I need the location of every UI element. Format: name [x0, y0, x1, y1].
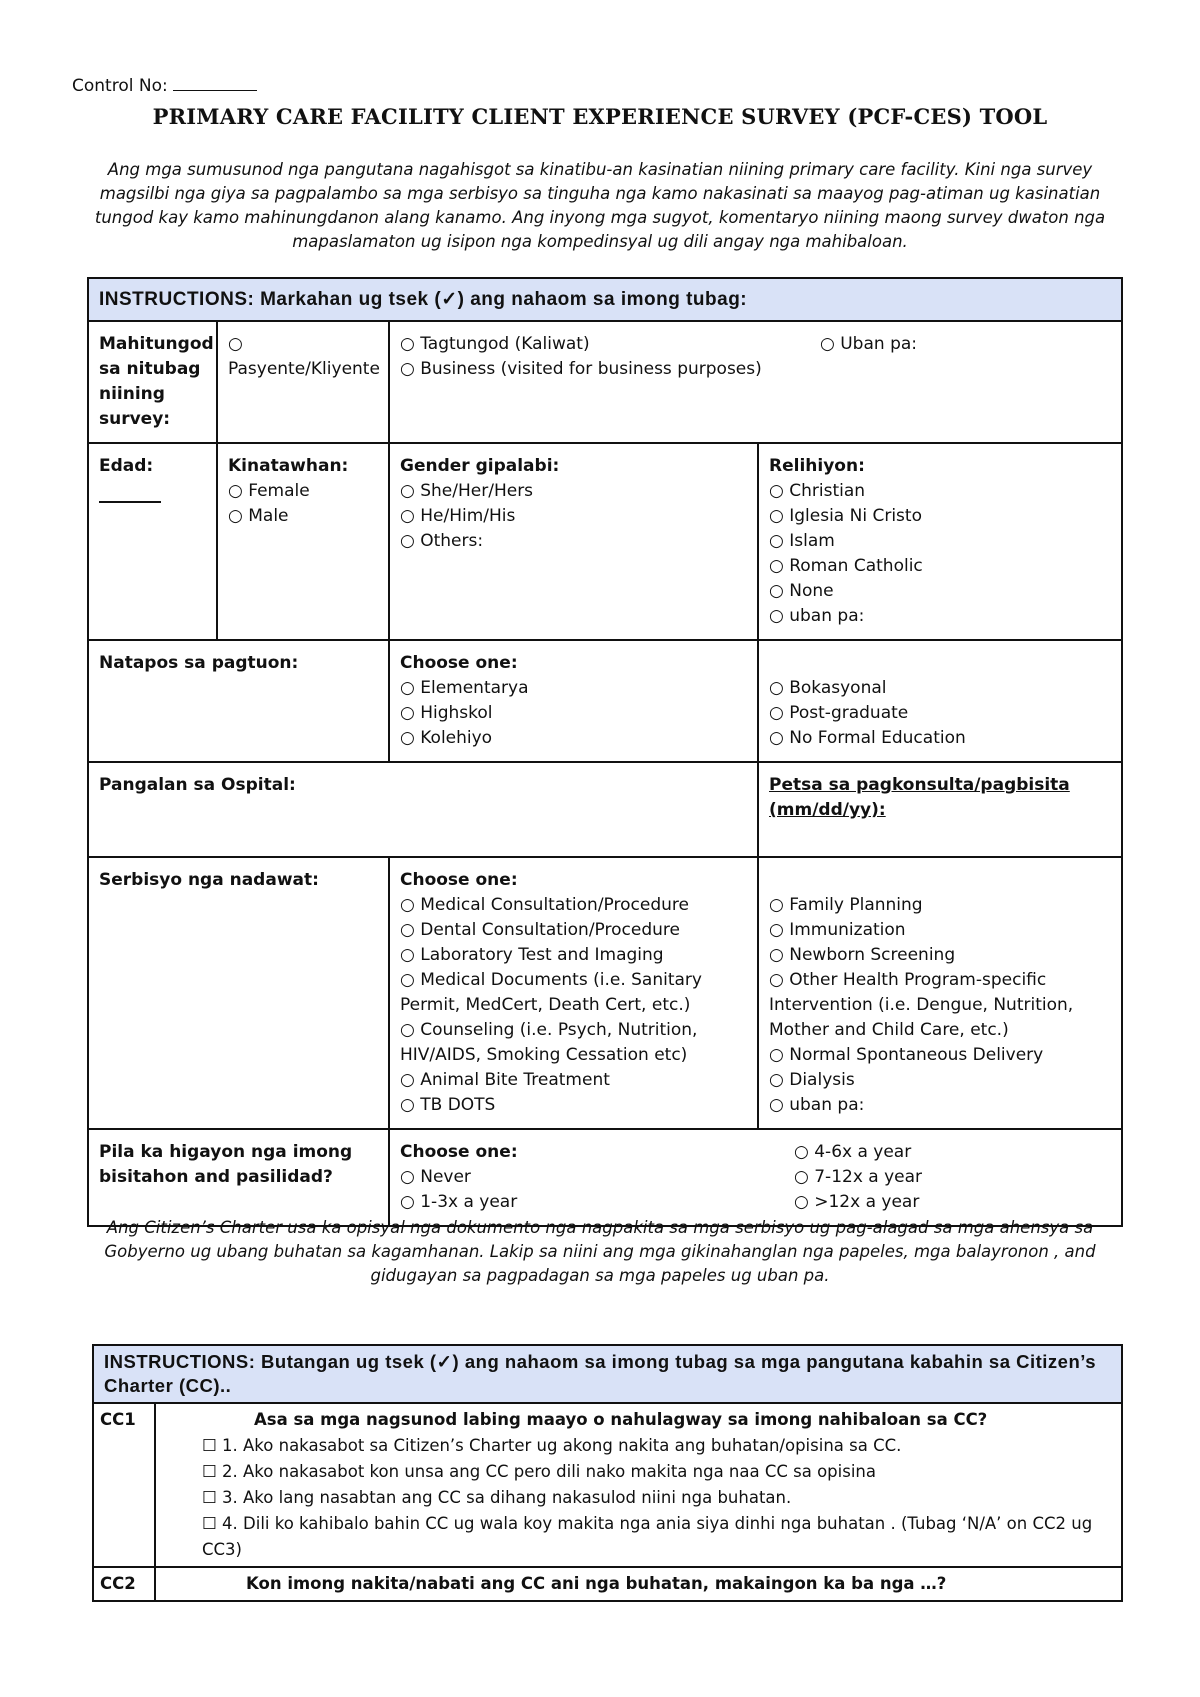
- visits-option[interactable]: ○ Never: [400, 1167, 471, 1187]
- education-choose: Choose one:: [400, 653, 518, 673]
- relihiyon-option[interactable]: ○ Iglesia Ni Cristo: [769, 506, 922, 526]
- cc1-option[interactable]: ☐ 1. Ako nakasabot sa Citizen’s Charter ug akong nakita ang buhatan/opisina sa CC.: [202, 1436, 902, 1455]
- education-label: Natapos sa pagtuon:: [88, 640, 389, 762]
- hospital-name-label[interactable]: Pangalan sa Ospital:: [88, 762, 758, 857]
- service-option[interactable]: ○ Family Planning: [769, 895, 923, 915]
- relihiyon-option[interactable]: ○ None: [769, 581, 834, 601]
- visits-option[interactable]: ○ 7-12x a year: [794, 1167, 923, 1187]
- education-col1: [389, 640, 758, 762]
- visits-label: Pila ka higayon nga imong bisitahon and pasilidad?: [88, 1129, 389, 1226]
- service-option[interactable]: ○ Counseling (i.e. Psych, Nutrition, HIV/AIDS, Smoking Cessation etc): [400, 1020, 698, 1065]
- control-number: [72, 76, 257, 96]
- education-option[interactable]: ○ Bokasyonal: [769, 678, 887, 698]
- education-option[interactable]: ○ Post-graduate: [769, 703, 909, 723]
- respondent-patient-option[interactable]: ○ Pasyente/Kliyente: [217, 321, 389, 443]
- cc1-code: CC1: [93, 1403, 155, 1567]
- services-label: Serbisyo nga nadawat:: [88, 857, 389, 1129]
- visit-date-cell[interactable]: [758, 762, 1122, 857]
- cc1-cell: [155, 1403, 1122, 1567]
- service-option[interactable]: ○ uban pa:: [769, 1095, 865, 1115]
- cc1-option[interactable]: ☐ 4. Dili ko kahibalo bahin CC ug wala koy makita nga ania siya dinhi nga buhatan . (Tubag ‘N/A’ on CC2 ug CC3): [202, 1514, 1093, 1559]
- service-option[interactable]: ○ Immunization: [769, 920, 906, 940]
- visits-options: [389, 1129, 1122, 1226]
- intro-paragraph: Ang mga sumusunod nga pangutana nagahisgot sa kinatibu-an kasinatian niining primary care facility. Kini nga survey magsilbi nga giya sa pagpalambo sa mga serbisyo sa tinguha nga kamo nakasinati sa maayog pag-atiman ug kasinatian tungod kay kamo mahinungdanon alang kanamo. Ang inyong mga sugyot, komentaryo niining maong survey dwaton nga mapaslamaton ug isipon nga kompedinsyal ug dili angay nga mahibaloan.: [94, 160, 1106, 251]
- citizen-charter-table: [92, 1344, 1123, 1602]
- service-option[interactable]: ○ Dialysis: [769, 1070, 855, 1090]
- visits-option[interactable]: ○ 1-3x a year: [400, 1192, 518, 1212]
- respondent-options: [389, 321, 1122, 443]
- relihiyon-label: Relihiyon:: [769, 456, 865, 476]
- education-option[interactable]: ○ Elementarya: [400, 678, 529, 698]
- visits-option[interactable]: ○ 4-6x a year: [794, 1142, 912, 1162]
- edad-field[interactable]: [99, 489, 161, 503]
- kinatawhan-option[interactable]: ○ Male: [228, 506, 289, 526]
- charter-intro-paragraph: Ang Citizen’s Charter usa ka opisyal nga dokumento nga nagpakita sa mga serbisyo ug pag-alagad sa mga ahensya sa Gobyerno ug ubang buhatan sa kagamhanan. Lakip sa niini ang mga gikinahanglan nga papeles, mga balayronon , and gidugayan sa pagpadagan sa mga papeles ug uban pa.: [104, 1218, 1096, 1285]
- kinatawhan-cell: [217, 443, 389, 640]
- edad-label: Edad:: [99, 456, 154, 476]
- control-number-field[interactable]: [173, 76, 257, 91]
- gender-option[interactable]: ○ Others:: [400, 531, 484, 551]
- cc1-option[interactable]: ☐ 2. Ako nakasabot kon unsa ang CC pero dili nako makita nga naa CC sa opisina: [202, 1462, 876, 1481]
- service-option[interactable]: ○ Newborn Screening: [769, 945, 956, 965]
- respondent-other-option[interactable]: ○ Uban pa:: [820, 334, 918, 354]
- service-option[interactable]: ○ Normal Spontaneous Delivery: [769, 1045, 1044, 1065]
- education-option[interactable]: ○ Kolehiyo: [400, 728, 493, 748]
- service-option[interactable]: ○ Laboratory Test and Imaging: [400, 945, 664, 965]
- cc1-question: Asa sa mga nagsunod labing maayo o nahulagway sa imong nahibaloan sa CC?: [254, 1410, 988, 1429]
- visit-date-label: Petsa sa pagkonsulta/pagbisita (mm/dd/yy):: [769, 775, 1070, 820]
- cc2-question: Kon imong nakita/nabati ang CC ani nga buhatan, makaingon ka ba nga …?: [246, 1574, 947, 1593]
- survey-table: [87, 277, 1123, 1227]
- cc2-code: CC2: [93, 1567, 155, 1601]
- gender-option[interactable]: ○ He/Him/His: [400, 506, 516, 526]
- service-option[interactable]: ○ Medical Consultation/Procedure: [400, 895, 689, 915]
- service-option[interactable]: ○ Medical Documents (i.e. Sanitary Permit, MedCert, Death Cert, etc.): [400, 970, 702, 1015]
- relihiyon-option[interactable]: ○ Islam: [769, 531, 835, 551]
- cc-instructions-header: INSTRUCTIONS: Butangan ug tsek (✓) ang nahaom sa imong tubag sa mga pangutana kabahin sa Citizen’s Charter (CC)..: [93, 1345, 1122, 1403]
- services-col2: [758, 857, 1122, 1129]
- relihiyon-option[interactable]: ○ Christian: [769, 481, 866, 501]
- services-col1: [389, 857, 758, 1129]
- service-option[interactable]: ○ TB DOTS: [400, 1095, 496, 1115]
- service-option[interactable]: ○ Dental Consultation/Procedure: [400, 920, 680, 940]
- respondent-guardian-option[interactable]: ○ Tagtungod (Kaliwat): [400, 334, 590, 354]
- gender-option[interactable]: ○ She/Her/Hers: [400, 481, 534, 501]
- cc2-cell: [155, 1567, 1122, 1601]
- gender-label: Gender gipalabi:: [400, 456, 560, 476]
- education-col2: [758, 640, 1122, 762]
- edad-cell: [88, 443, 217, 640]
- control-number-label: Control No:: [72, 76, 168, 96]
- respondent-label: Mahitungod sa nitubag niining survey:: [88, 321, 217, 443]
- kinatawhan-label: Kinatawhan:: [228, 456, 349, 476]
- relihiyon-cell: [758, 443, 1122, 640]
- services-choose: Choose one:: [400, 870, 518, 890]
- relihiyon-option[interactable]: ○ uban pa:: [769, 606, 865, 626]
- service-option[interactable]: ○ Other Health Program-specific Intervention (i.e. Dengue, Nutrition, Mother and Child Care, etc.): [769, 970, 1074, 1040]
- page-title: PRIMARY CARE FACILITY CLIENT EXPERIENCE SURVEY (PCF-CES) TOOL: [152, 104, 1048, 129]
- relihiyon-option[interactable]: ○ Roman Catholic: [769, 556, 923, 576]
- visits-choose: Choose one:: [400, 1142, 518, 1162]
- kinatawhan-option[interactable]: ○ Female: [228, 481, 310, 501]
- visits-option[interactable]: ○ >12x a year: [794, 1192, 920, 1212]
- service-option[interactable]: ○ Animal Bite Treatment: [400, 1070, 610, 1090]
- instructions-header: INSTRUCTIONS: Markahan ug tsek (✓) ang nahaom sa imong tubag:: [88, 278, 1122, 321]
- education-option[interactable]: ○ Highskol: [400, 703, 493, 723]
- education-option[interactable]: ○ No Formal Education: [769, 728, 966, 748]
- cc1-option[interactable]: ☐ 3. Ako lang nasabtan ang CC sa dihang nakasulod niini nga buhatan.: [202, 1488, 792, 1507]
- gender-cell: [389, 443, 758, 640]
- respondent-business-option[interactable]: ○ Business (visited for business purposes): [400, 359, 762, 379]
